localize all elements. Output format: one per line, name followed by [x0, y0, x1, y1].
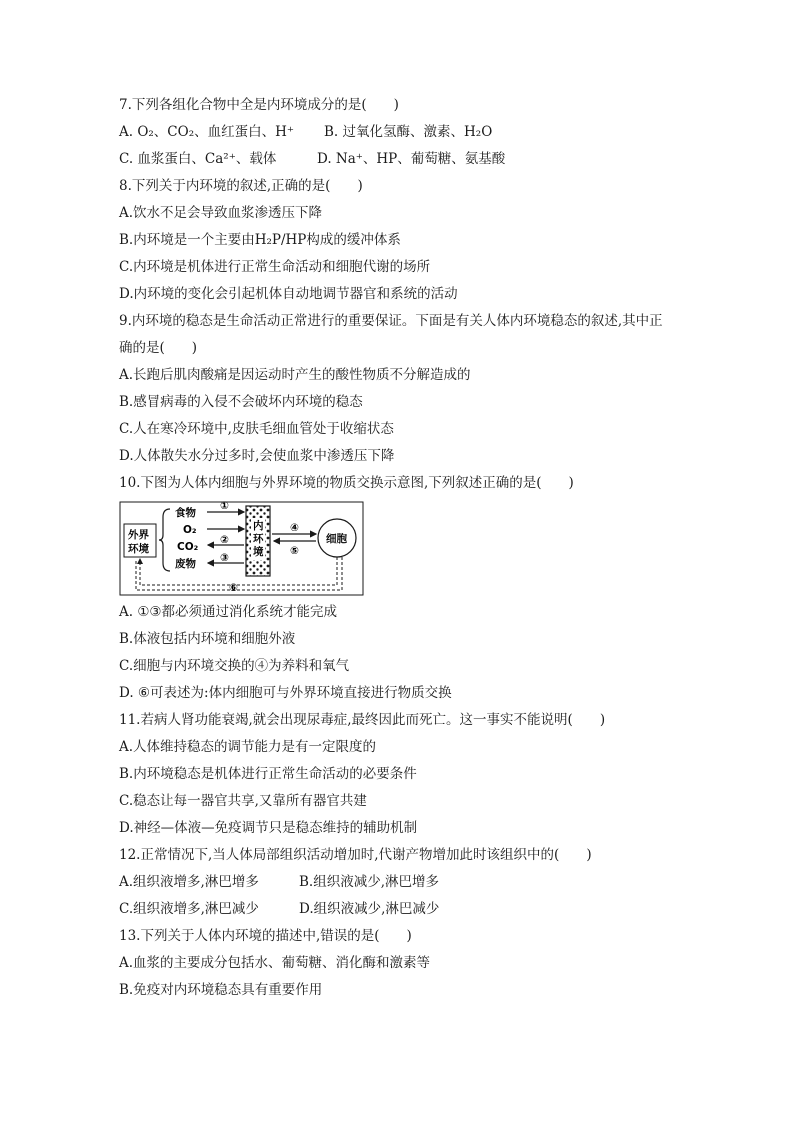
arrow-1-label: ①	[220, 501, 229, 512]
question-7-option-b: B. 过氧化氢酶、激素、H₂O	[324, 124, 493, 140]
question-8-stem: 8.下列关于内环境的叙述,正确的是( )	[119, 178, 363, 194]
question-9-stem-line-2: 确的是( )	[119, 340, 198, 356]
question-8-option-d: D.内环境的变化会引起机体自动地调节器官和系统的活动	[119, 286, 458, 302]
question-7-option-d: D. Na⁺、HP、葡萄糖、氨基酸	[317, 151, 506, 167]
question-12-options-row-1	[119, 869, 699, 896]
question-9-option-b: B.感冒病毒的入侵不会破坏内环境的稳态	[119, 394, 363, 410]
question-10-option-c: C.细胞与内环境交换的④为养料和氧气	[119, 658, 350, 674]
outer-environment-label-2: 环境	[128, 543, 149, 555]
question-9-option-a: A.长跑后肌肉酸痛是因运动时产生的酸性物质不分解造成的	[119, 367, 471, 383]
exam-page	[119, 92, 699, 1004]
question-7-option-c: C. 血浆蛋白、Ca²⁺、载体	[119, 151, 277, 167]
question-7-option-a: A. O₂、CO₂、血红蛋白、H⁺	[119, 124, 295, 140]
question-11-option-c: C.稳态让每一器官共享,又靠所有器官共建	[119, 793, 367, 809]
arrow-6-label: ⑥	[229, 582, 238, 594]
item-waste: 废物	[175, 558, 196, 570]
arrow-2-label: ②	[220, 534, 229, 546]
item-o2: O₂	[183, 524, 197, 536]
question-11-option-a: A.人体维持稳态的调节能力是有一定限度的	[119, 739, 377, 755]
question-9-option-c: C.人在寒冷环境中,皮肤毛细血管处于收缩状态	[119, 421, 394, 437]
question-12-stem: 12.正常情况下,当人体局部组织活动增加时,代谢产物增加此时该组织中的( )	[119, 847, 592, 863]
arrow-4-label: ④	[290, 522, 299, 534]
question-9-stem-line-1: 9.内环境的稳态是生命活动正常进行的重要保证。下面是有关人体内环境稳态的叙述,其中正	[119, 313, 663, 329]
question-11-option-d: D.神经—体液—免疫调节只是稳态维持的辅助机制	[119, 820, 418, 836]
question-12-options-row-2	[119, 896, 699, 923]
question-7-options-row-1	[119, 119, 699, 146]
question-12-option-d: D.组织液减少,淋巴减少	[299, 901, 440, 917]
arrow-3-label: ③	[220, 552, 229, 564]
question-13-stem: 13.下列关于人体内环境的描述中,错误的是( )	[119, 928, 412, 944]
question-7-options-row-2	[119, 146, 699, 173]
question-12-option-c: C.组织液增多,淋巴减少	[119, 901, 259, 917]
internal-environment-label-1: 内	[253, 520, 264, 532]
item-co2: CO₂	[177, 541, 199, 553]
question-12-option-a: A.组织液增多,淋巴增多	[119, 874, 259, 890]
question-11-option-b: B.内环境稳态是机体进行正常生命活动的必要条件	[119, 766, 417, 782]
cell-label: 细胞	[326, 533, 347, 545]
question-10-stem: 10.下图为人体内细胞与外界环境的物质交换示意图,下列叙述正确的是( )	[119, 475, 574, 491]
question-8-option-c: C.内环境是机体进行正常生命活动和细胞代谢的场所	[119, 259, 431, 275]
question-10-option-d: D. ⑥可表述为:体内细胞可与外界环境直接进行物质交换	[119, 685, 452, 701]
internal-environment-label-3: 境	[253, 546, 264, 558]
arrow-5-label: ⑤	[290, 545, 299, 557]
question-10-option-a: A. ①③都必须通过消化系统才能完成	[119, 604, 338, 620]
item-food: 食物	[175, 507, 196, 519]
question-13-option-a: A.血浆的主要成分包括水、葡萄糖、消化酶和激素等	[119, 955, 431, 971]
question-7-stem: 7.下列各组化合物中全是内环境成分的是( )	[119, 97, 399, 113]
question-8-option-b: B.内环境是一个主要由H₂P/HP构成的缓冲体系	[119, 232, 401, 248]
question-11-stem: 11.若病人肾功能衰竭,就会出现尿毒症,最终因此而死亡。这一事实不能说明( )	[119, 712, 606, 728]
question-10-option-b: B.体液包括内环境和细胞外液	[119, 631, 296, 647]
exchange-diagram-svg	[119, 501, 365, 597]
outer-environment-label-1: 外界	[128, 529, 149, 541]
question-12-option-b: B.组织液减少,淋巴增多	[299, 874, 440, 890]
question-8-option-a: A.饮水不足会导致血浆渗透压下降	[119, 205, 323, 221]
internal-environment-label-2: 环	[253, 533, 264, 545]
question-13-option-b: B.免疫对内环境稳态具有重要作用	[119, 982, 323, 998]
exchange-diagram	[119, 501, 365, 597]
brace	[159, 509, 170, 571]
question-9-option-d: D.人体散失水分过多时,会使血浆中渗透压下降	[119, 448, 395, 464]
